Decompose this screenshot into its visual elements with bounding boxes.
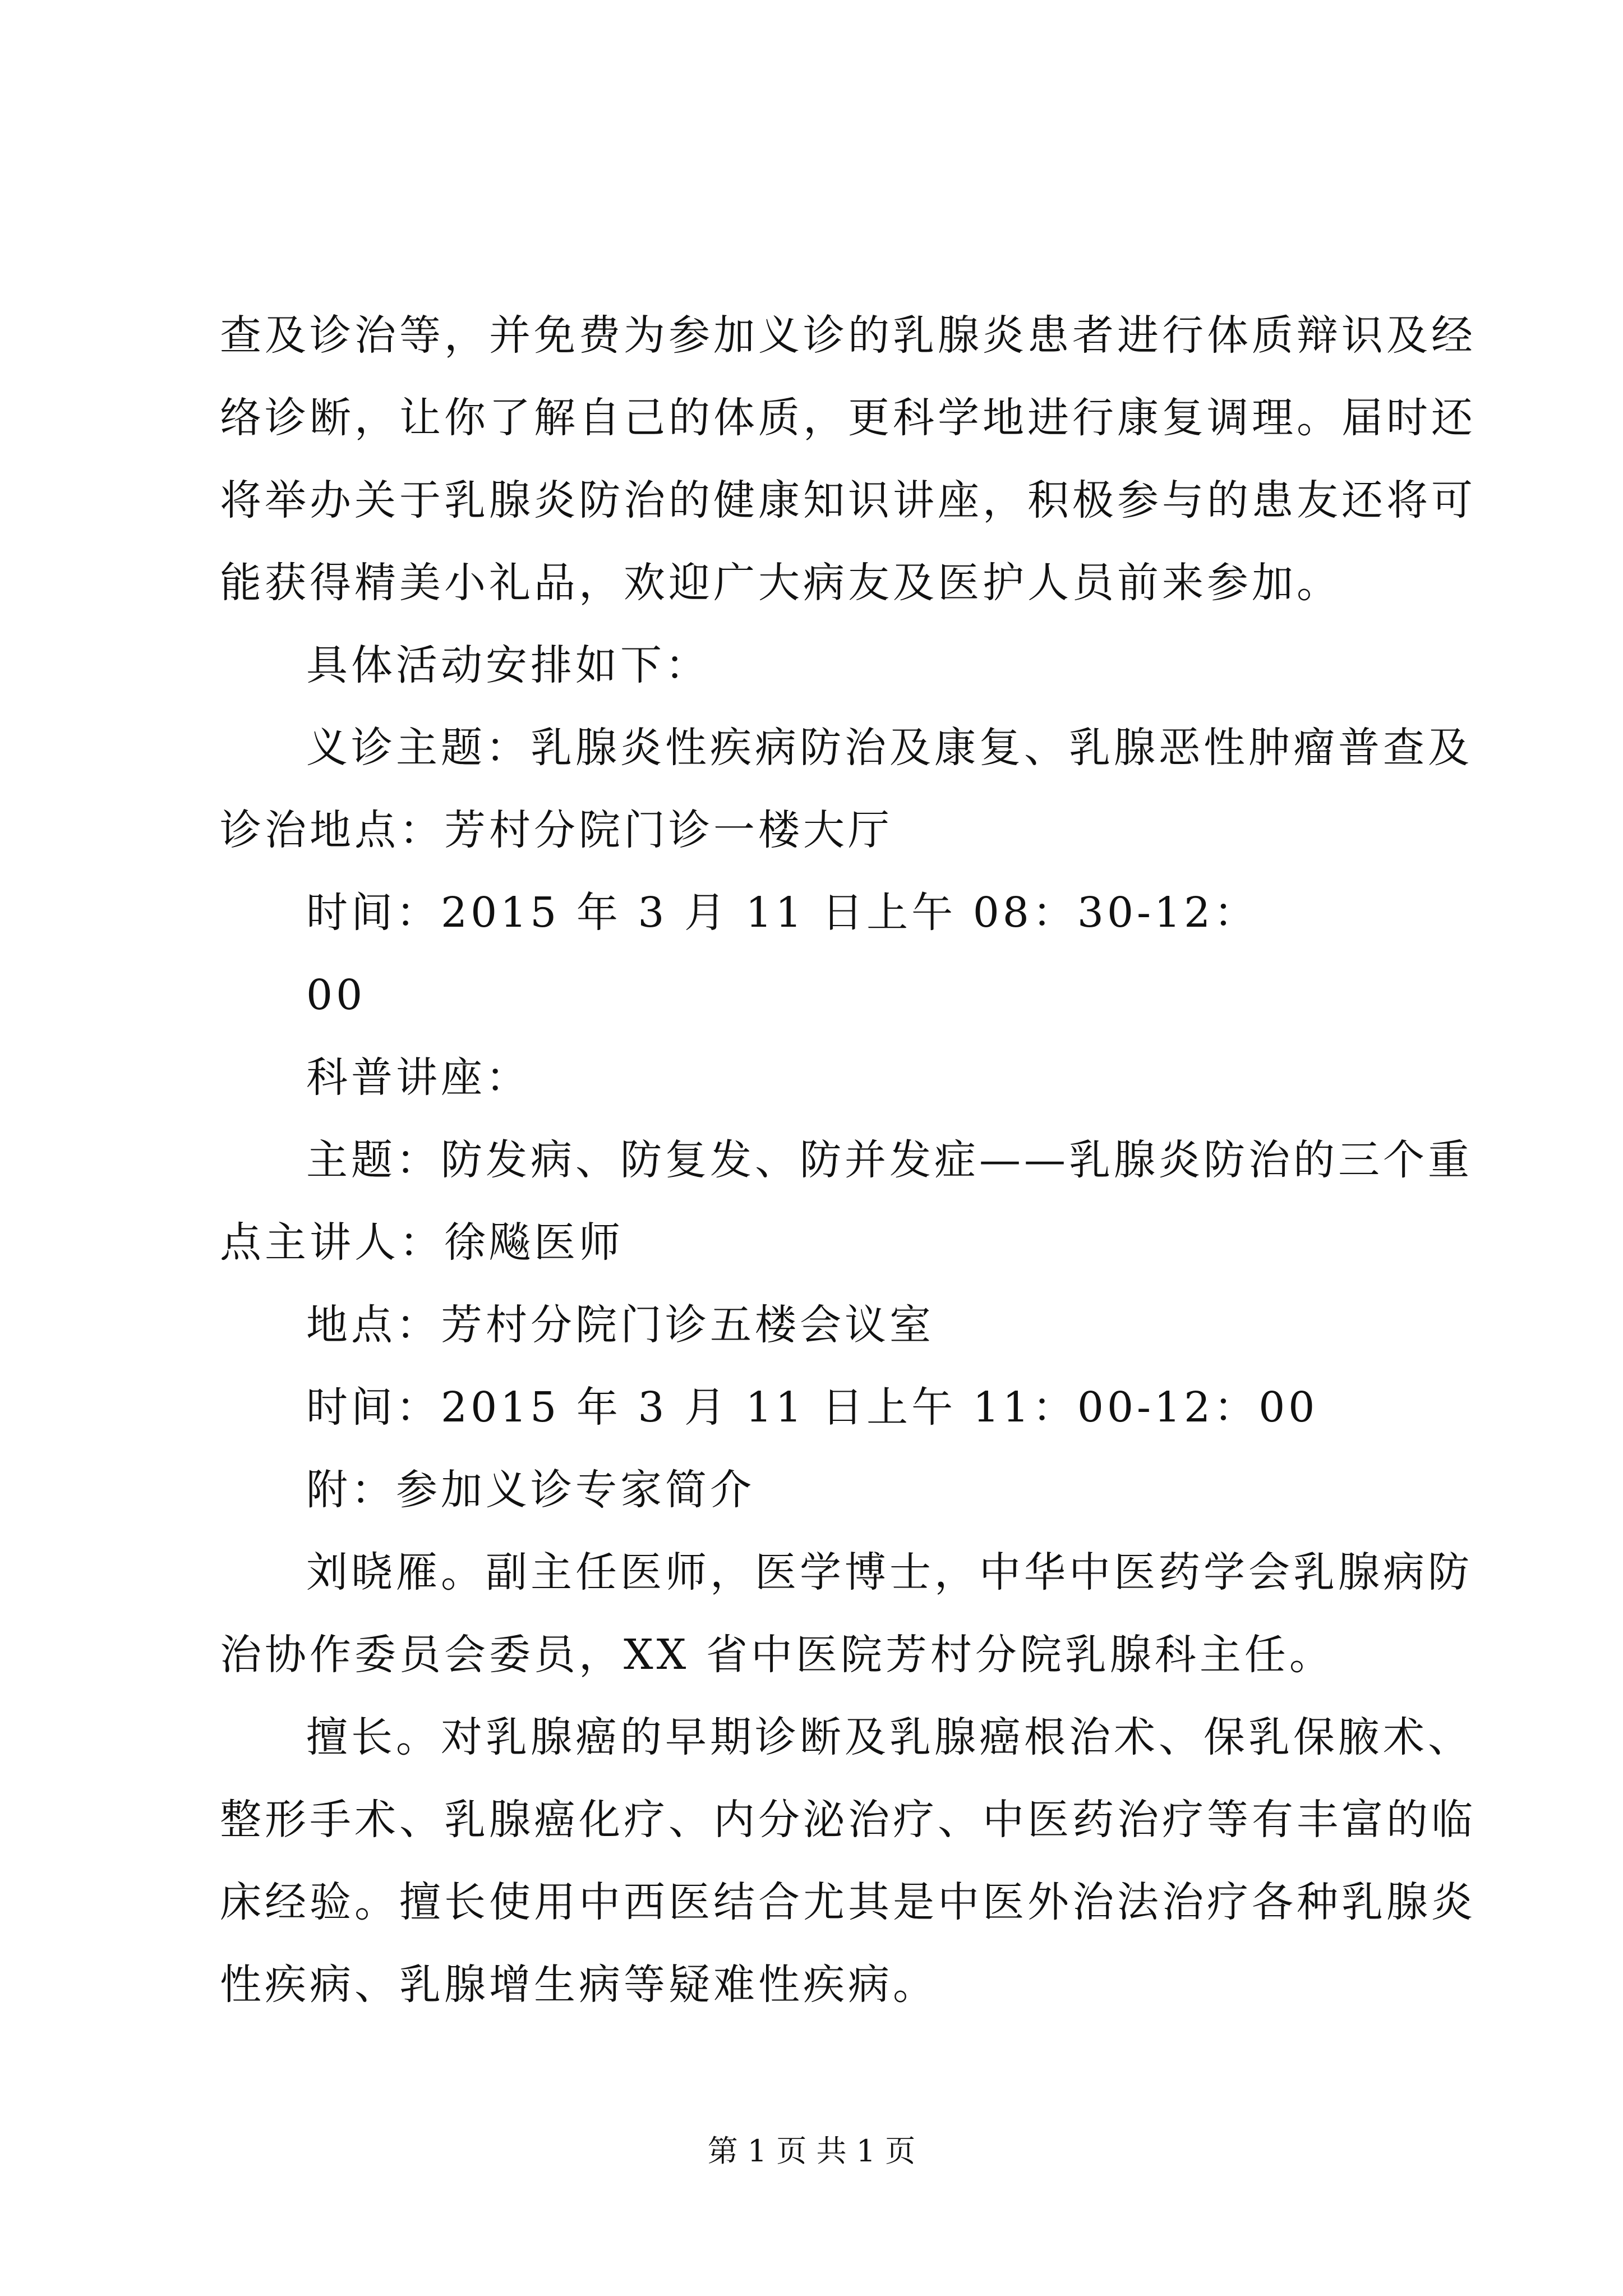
paragraph-line: 查及诊治等，并免费为参加义诊的乳腺炎患者进行体质辩识及经 bbox=[220, 311, 1476, 360]
paragraph-line: 义诊主题：乳腺炎性疾病防治及康复、乳腺恶性肿瘤普查及 bbox=[306, 724, 1473, 772]
paragraph-line: 附：参加义诊专家简介 bbox=[306, 1466, 755, 1514]
paragraph-line: 整形手术、乳腺癌化疗、内分泌治疗、中医药治疗等有丰富的临 bbox=[220, 1796, 1476, 1844]
paragraph-line: 能获得精美小礼品，欢迎广大病友及医护人员前来参加。 bbox=[220, 559, 1341, 607]
paragraph-line: 性疾病、乳腺增生病等疑难性疾病。 bbox=[220, 1961, 938, 2009]
paragraph-line: 治协作委员会委员，XX 省中医院芳村分院乳腺科主任。 bbox=[220, 1631, 1334, 1679]
paragraph-line: 将举办关于乳腺炎防治的健康知识讲座，积极参与的患友还将可 bbox=[220, 476, 1476, 524]
paragraph-line: 时间：2015 年 3 月 11 日上午 11：00-12：00 bbox=[306, 1383, 1318, 1432]
paragraph-line: 具体活动安排如下： bbox=[306, 641, 710, 689]
paragraph-line: 地点：芳村分院门诊五楼会议室 bbox=[306, 1301, 934, 1349]
paragraph-line: 擅长。对乳腺癌的早期诊断及乳腺癌根治术、保乳保腋术、 bbox=[306, 1713, 1473, 1761]
paragraph-line: 00 bbox=[306, 971, 366, 1019]
paragraph-line: 主题：防发病、防复发、防并发症——乳腺炎防治的三个重 bbox=[306, 1136, 1473, 1184]
paragraph-line: 科普讲座： bbox=[306, 1053, 531, 1102]
paragraph-line: 刘晓雁。副主任医师，医学博士，中华中医药学会乳腺病防 bbox=[306, 1548, 1473, 1596]
page-number-footer: 第 1 页 共 1 页 bbox=[707, 2133, 916, 2169]
paragraph-line: 点主讲人：徐飚医师 bbox=[220, 1218, 624, 1267]
paragraph-line: 床经验。擅长使用中西医结合尤其是中医外治法治疗各种乳腺炎 bbox=[220, 1878, 1476, 1926]
paragraph-line: 诊治地点：芳村分院门诊一楼大厅 bbox=[220, 806, 893, 854]
paragraph-line: 络诊断，让你了解自己的体质，更科学地进行康复调理。届时还 bbox=[220, 394, 1476, 442]
paragraph-line: 时间：2015 年 3 月 11 日上午 08：30-12： bbox=[306, 889, 1259, 937]
